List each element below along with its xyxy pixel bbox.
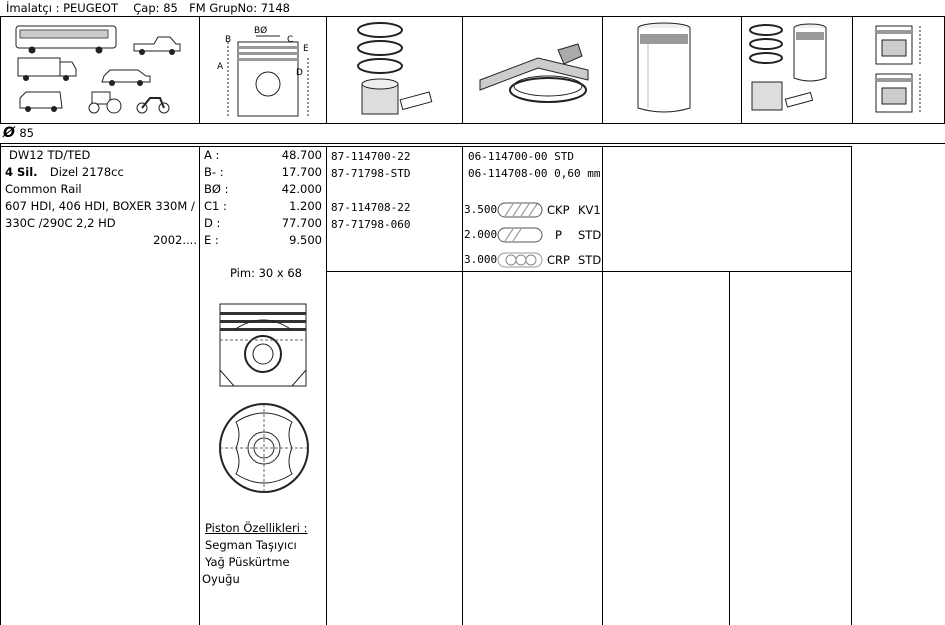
piston-kit-icon — [748, 22, 848, 120]
compression-height-icon — [870, 22, 930, 120]
engine-models-line1: 607 HDI, 406 HDI, BOXER 330M / — [5, 199, 195, 213]
ring-type: P — [555, 228, 562, 242]
dimension-label: B- : — [204, 165, 224, 179]
dimension-label: A : — [204, 148, 220, 162]
group-label: FM GrupNo: 7148 — [189, 1, 290, 15]
ring-spec: STD — [578, 253, 602, 267]
ring-spec-row — [464, 250, 602, 275]
dimension-value: 48.700 — [281, 148, 322, 162]
dimension-label: BØ : — [204, 182, 229, 196]
ring-width: 3.000 — [464, 253, 498, 266]
dimension-label: C1 : — [204, 199, 227, 213]
ring-spec: KV1 — [578, 203, 601, 217]
engine-code: DW12 TD/TED — [9, 148, 91, 162]
engine-cylinders: 4 Sil. — [5, 165, 38, 179]
engine-models-line2: 330C /290C 2,2 HD — [5, 216, 116, 230]
dimension-value: 17.700 — [281, 165, 322, 179]
dimension-value: 77.700 — [281, 216, 322, 230]
engine-cyl-fuel — [5, 165, 124, 179]
dim-label-e: E — [303, 44, 309, 54]
piston-features-title: Piston Özellikleri : — [205, 521, 308, 535]
dimension-label: E : — [204, 233, 219, 247]
dim-label-c: C — [287, 35, 294, 45]
header-bar — [6, 1, 290, 15]
dim-label-a: A — [217, 62, 224, 72]
dimension-row-a — [204, 148, 322, 165]
ring-type: CRP — [547, 253, 570, 267]
piston-feature-item: Yağ Püskürtme — [205, 555, 290, 569]
piston-code: 87-71798-060 — [331, 218, 411, 231]
manufacturer-label: İmalatçı : PEUGEOT — [6, 1, 118, 15]
ring-spec-row — [464, 225, 602, 250]
piston-code-list — [331, 148, 410, 233]
dim-label-d: D — [296, 68, 303, 78]
piston-code: 87-114708-22 — [331, 201, 411, 214]
piston-feature-item: Oyuğu — [202, 572, 240, 586]
pin-size: Pim: 30 x 68 — [230, 266, 302, 280]
dimension-row-c1 — [204, 199, 322, 216]
piston-top-view-icon — [216, 400, 312, 496]
ring-width: 2.000 — [464, 228, 498, 241]
dimension-row-b — [204, 165, 322, 182]
diameter-icon: Ø — [3, 125, 15, 141]
piston-feature-item: Segman Taşıyıcı — [205, 538, 297, 552]
ring-spec: STD — [578, 228, 602, 242]
engine-year: 2002.... — [153, 233, 197, 247]
diameter-value: 85 — [19, 126, 34, 140]
ring-spec-table — [464, 200, 602, 275]
ring-code: 06-114700-00 STD — [468, 150, 574, 163]
ring-profile-icon — [497, 227, 543, 243]
dim-label-bo: BØ — [254, 26, 268, 36]
piston-code: 87-71798-STD — [331, 167, 411, 180]
dimension-row-bo — [204, 182, 322, 199]
dimension-label: D : — [204, 216, 221, 230]
piston-code: 87-114700-22 — [331, 150, 411, 163]
ring-code: 06-114708-00 0,60 mm — [468, 167, 601, 180]
dimension-table — [204, 148, 322, 250]
ring-profile-icon — [497, 252, 543, 268]
ring-width: 3.500 — [464, 203, 498, 216]
ring-type: CKP — [547, 203, 570, 217]
ring-code-list — [468, 148, 600, 182]
dimension-value: 1.200 — [289, 199, 322, 213]
dimension-value: 42.000 — [281, 182, 322, 196]
engine-fuel: Dizel 2178cc — [49, 165, 124, 179]
ring-compressor-icon — [478, 40, 594, 110]
dim-label-b: B — [225, 35, 232, 45]
diameter-row — [3, 124, 34, 142]
ring-spec-row — [464, 200, 602, 225]
cylinder-liner-icon — [634, 22, 694, 116]
engine-system: Common Rail — [5, 182, 82, 196]
vehicle-types-icon — [14, 20, 184, 118]
dimension-row-e — [204, 233, 322, 250]
ring-profile-icon — [497, 202, 543, 218]
piston-side-view-icon — [214, 300, 314, 392]
dimension-value: 9.500 — [289, 233, 322, 247]
piston-ring-set-icon — [355, 22, 445, 120]
bore-label: Çap: 85 — [133, 1, 178, 15]
dimension-row-d — [204, 216, 322, 233]
